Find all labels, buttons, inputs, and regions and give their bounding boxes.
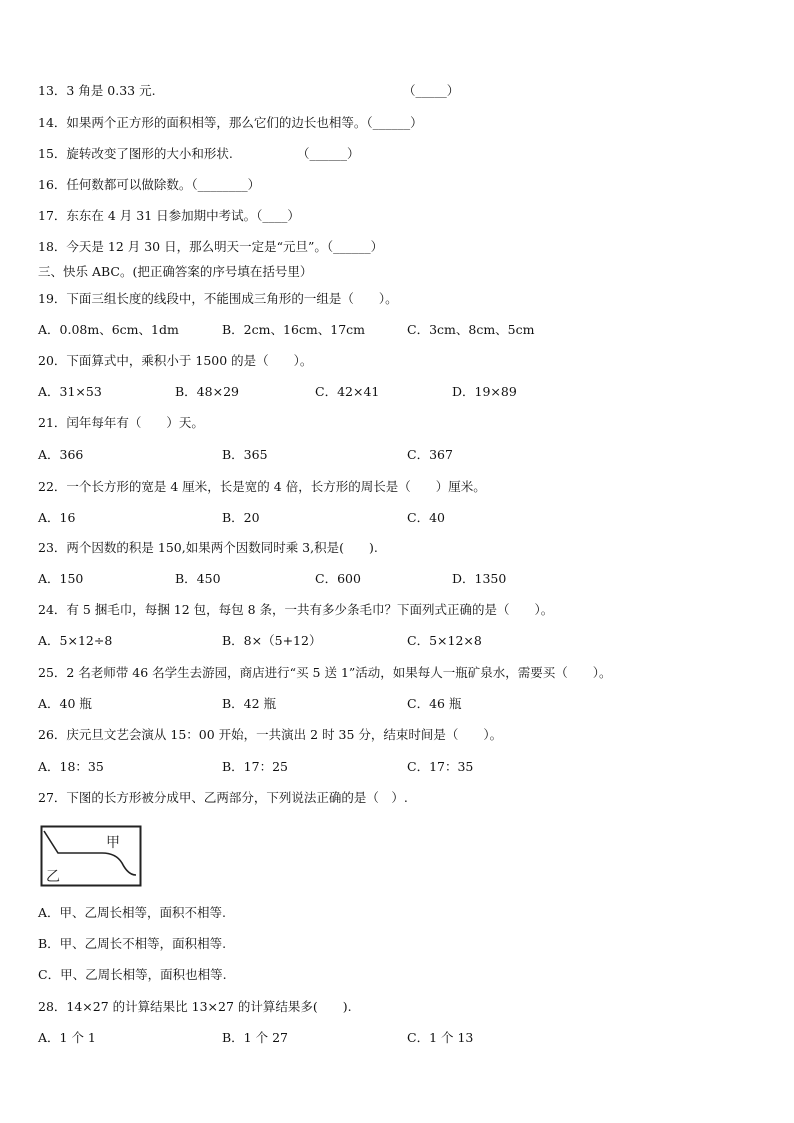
q20-option-a[interactable]: A．31×53 — [38, 384, 102, 399]
q27-option-c[interactable]: C．甲、乙周长相等，面积也相等. — [38, 967, 227, 982]
question-18: 18．今天是 12 月 30 日，那么明天一定是“元旦”。（______） — [38, 239, 384, 254]
q19-option-c[interactable]: C．3cm、8cm、5cm — [407, 322, 535, 337]
q20-option-c[interactable]: C．42×41 — [315, 384, 380, 399]
question-13-text: 13．3 角是 0.33 元. — [38, 83, 156, 98]
q23-option-c[interactable]: C．600 — [315, 571, 361, 586]
section-3-heading: 三、快乐 ABC。(把正确答案的序号填在括号里） — [38, 264, 313, 279]
question-24-stem: 24．有 5 捆毛巾，每捆 12 包，每包 8 条，一共有多少条毛巾？下面列式正确的是（ ）。 — [38, 602, 554, 617]
q26-option-a[interactable]: A．18：35 — [38, 759, 104, 774]
question-20-stem: 20．下面算式中，乘积小于 1500 的是（ ）。 — [38, 353, 313, 368]
q22-option-c[interactable]: C．40 — [407, 510, 445, 525]
question-15-text: 15．旋转改变了图形的大小和形状. — [38, 146, 233, 161]
answer-blank-15[interactable]: （______） — [297, 146, 360, 161]
question-13 — [38, 83, 156, 99]
q20-option-d[interactable]: D．19×89 — [452, 384, 517, 399]
label-yi: 乙 — [46, 869, 60, 885]
q26-option-c[interactable]: C．17：35 — [407, 759, 474, 774]
question-27-stem: 27．下图的长方形被分成甲、乙两部分，下列说法正确的是（ ）. — [38, 790, 408, 805]
q28-option-b[interactable]: B．1 个 27 — [222, 1030, 288, 1045]
q25-option-c[interactable]: C．46 瓶 — [407, 696, 462, 711]
question-19-stem: 19．下面三组长度的线段中，不能围成三角形的一组是（ ）。 — [38, 291, 398, 306]
q27-option-b[interactable]: B．甲、乙周长不相等，面积相等. — [38, 936, 227, 951]
q25-option-b[interactable]: B．42 瓶 — [222, 696, 277, 711]
q19-option-a[interactable]: A．0.08m、6cm、1dm — [38, 322, 179, 337]
q23-option-a[interactable]: A．150 — [38, 571, 84, 586]
question-28-stem: 28．14×27 的计算结果比 13×27 的计算结果多( ). — [38, 999, 352, 1014]
q25-option-a[interactable]: A．40 瓶 — [38, 696, 92, 711]
question-15 — [38, 146, 233, 162]
question-21-stem: 21．闰年每年有（ ）天。 — [38, 415, 204, 430]
q22-option-a[interactable]: A．16 — [38, 510, 76, 525]
q21-option-a[interactable]: A．366 — [38, 447, 84, 462]
question-16: 16．任何数都可以做除数。（________） — [38, 177, 261, 192]
question-22-stem: 22．一个长方形的宽是 4 厘米，长是宽的 4 倍，长方形的周长是（ ）厘米。 — [38, 479, 486, 494]
question-25-stem: 25．2 名老师带 46 名学生去游园，商店进行“买 5 送 1”活动，如果每人一瓶矿泉水，需要买（ ）。 — [38, 665, 612, 680]
q26-option-b[interactable]: B．17：25 — [222, 759, 288, 774]
q21-option-c[interactable]: C．367 — [407, 447, 453, 462]
question-23-stem: 23．两个因数的积是 150,如果两个因数同时乘 3,积是( ). — [38, 540, 378, 555]
q23-option-b[interactable]: B．450 — [175, 571, 221, 586]
q24-option-b[interactable]: B．8×（5+12） — [222, 633, 322, 648]
q23-option-d[interactable]: D．1350 — [452, 571, 507, 586]
q20-option-b[interactable]: B．48×29 — [175, 384, 239, 399]
q24-option-a[interactable]: A．5×12÷8 — [38, 633, 113, 648]
question-14: 14．如果两个正方形的面积相等，那么它们的边长也相等。（______） — [38, 115, 423, 130]
q28-option-a[interactable]: A．1 个 1 — [38, 1030, 96, 1045]
q22-option-b[interactable]: B．20 — [222, 510, 260, 525]
question-17: 17．东东在 4 月 31 日参加期中考试。（____） — [38, 208, 300, 223]
q24-option-c[interactable]: C．5×12×8 — [407, 633, 482, 648]
question-26-stem: 26．庆元旦文艺会演从 15：00 开始，一共演出 2 时 35 分，结束时间是（ ）。 — [38, 727, 503, 742]
q21-option-b[interactable]: B．365 — [222, 447, 268, 462]
answer-blank-13[interactable]: （_____） — [403, 83, 460, 98]
rectangle-division-figure — [40, 825, 142, 887]
q27-option-a[interactable]: A．甲、乙周长相等，面积不相等. — [38, 905, 227, 920]
q19-option-b[interactable]: B．2cm、16cm、17cm — [222, 322, 366, 337]
label-jia: 甲 — [106, 835, 120, 851]
q28-option-c[interactable]: C．1 个 13 — [407, 1030, 474, 1045]
